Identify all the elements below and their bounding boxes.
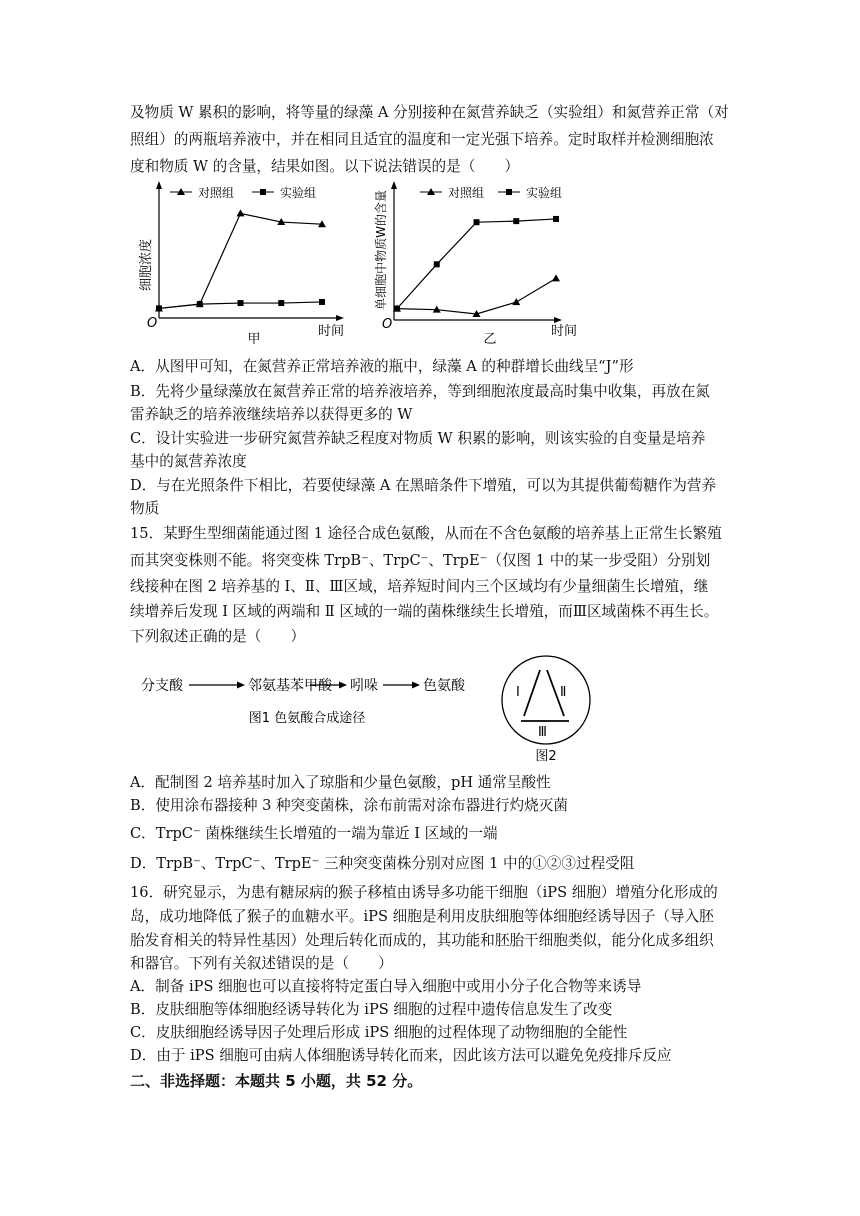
- figure1-caption: 图1 色氨酸合成途径: [248, 711, 366, 726]
- q14-intro-line: 及物质 W 累积的影响，将等量的绿藻 A 分别接种在氮营养缺乏（实验组）和氮营养正常（对: [130, 104, 729, 121]
- q14-intro-line: 照组）的两瓶培养液中，并在相同且适宜的温度和一定光强下培养。定时取样并检测细胞浓: [130, 131, 714, 148]
- q14-option-d-cont: 物质: [130, 500, 160, 517]
- x-axis-label: 时间: [551, 324, 578, 339]
- figure2-caption: 图2: [535, 749, 557, 764]
- q16-option-a: A．制备 iPS 细胞也可以直接将特定蛋白导入细胞中或用小分子化合物等来诱导: [130, 978, 642, 995]
- section-heading: 二、非选择题：本题共 5 小题，共 52 分。: [130, 1072, 423, 1090]
- figure2-plate: [494, 654, 599, 766]
- q14-option-c: C．设计实验进一步研究氮营养缺乏程度对物质 W 积累的影响，则该实验的自变量是培养: [130, 430, 706, 447]
- data-point: [553, 216, 559, 222]
- data-point: [278, 300, 284, 306]
- chart-yi: [368, 180, 598, 350]
- series-line: [397, 278, 556, 314]
- region-label: Ⅲ: [538, 725, 547, 740]
- data-point: [552, 274, 560, 281]
- q16-stem-line: 16．研究显示，为患有糖尿病的猴子移植由诱导多功能干细胞（iPS 细胞）增殖分化形成的: [130, 884, 718, 901]
- data-point: [513, 218, 519, 224]
- q15-stem-line: 15．某野生型细菌能通过图 1 途径合成色氨酸，从而在不含色氨酸的培养基上正常生长繁殖: [130, 525, 722, 542]
- q16-stem-line: 岛，成功地降低了猴子的血糖水平。iPS 细胞是利用皮肤细胞等体细胞经诱导因子（导入胚: [130, 908, 714, 925]
- origin-label: O: [147, 316, 158, 331]
- q16-stem-line: 和器官。下列有关叙述错误的是（ ）: [130, 955, 393, 972]
- q14-intro-line: 度和物质 W 的含量，结果如图。以下说法错误的是（ ）: [130, 158, 520, 175]
- pathway-arrow-icon: [189, 682, 245, 689]
- region-label: Ⅱ: [560, 685, 567, 700]
- q15-stem-line: 而其突变株则不能。将突变株 TrpB⁻、TrpC⁻、TrpE⁻（仅图 1 中的某一步受阻）分别划: [130, 552, 711, 569]
- legend-label: 对照组: [198, 186, 235, 200]
- data-point: [156, 305, 162, 311]
- figure1-pathway: [135, 668, 480, 730]
- q16-option-d: D．由于 iPS 细胞可由病人体细胞诱导转化而来，因此该方法可以避免免疫排斥反应: [130, 1047, 672, 1064]
- data-point: [238, 300, 244, 306]
- data-point: [394, 306, 400, 312]
- chart-title: 甲: [247, 332, 261, 347]
- q15-stem-line: 下列叙述正确的是（ ）: [130, 628, 306, 645]
- data-point: [197, 301, 203, 307]
- data-point: [319, 299, 325, 305]
- q14-option-d: D．与在光照条件下相比，若要使绿藻 A 在黑暗条件下增殖，可以为其提供葡萄糖作为营养: [130, 477, 717, 494]
- streak-line: [524, 670, 540, 716]
- pathway-step: 分支酸: [141, 678, 183, 694]
- pathway-step: 吲哚: [350, 678, 378, 694]
- q16-option-b: B．皮肤细胞等体细胞经诱导转化为 iPS 细胞的过程中遗传信息发生了改变: [130, 1001, 613, 1018]
- data-point: [237, 209, 245, 216]
- legend-label: 实验组: [280, 186, 317, 200]
- y-axis-label: 细胞浓度: [139, 238, 154, 292]
- data-point: [512, 298, 520, 305]
- q15-option-c: C．TrpC⁻ 菌株继续生长增殖的一端为靠近 Ⅰ 区域的一端: [130, 825, 498, 842]
- chart-title: 乙: [483, 332, 497, 347]
- q14-option-a: A．从图甲可知，在氮营养正常培养液的瓶中，绿藻 A 的种群增长曲线呈“J”形: [130, 358, 634, 375]
- q15-option-b: B．使用涂布器接种 3 种突变菌株，涂布前需对涂布器进行灼烧灭菌: [130, 797, 568, 814]
- series-line: [397, 219, 556, 309]
- q15-stem-line: 线接种在图 2 培养基的 Ⅰ、Ⅱ、Ⅲ区域，培养短时间内三个区域均有少量细菌生长增殖，继: [130, 578, 709, 595]
- x-axis-label: 时间: [318, 324, 345, 339]
- q15-option-d: D．TrpB⁻、TrpC⁻、TrpE⁻ 三种突变菌株分别对应图 1 中的①②③过程受阻: [130, 855, 635, 872]
- legend-label: 对照组: [448, 186, 485, 200]
- data-point: [434, 261, 440, 267]
- data-point: [474, 219, 480, 225]
- q15-stem-line: 续增养后发现 Ⅰ 区域的两端和 Ⅱ 区域的一端的菌株继续生长增殖，而Ⅲ区域菌株不再生长。: [130, 603, 719, 620]
- q14-option-c-cont: 基中的氮营养浓度: [130, 453, 247, 470]
- series-line: [159, 213, 322, 308]
- q14-option-b-cont: 雷养缺乏的培养液继续培养以获得更多的 W: [130, 406, 413, 423]
- q14-option-b: B．先将少量绿藻放在氮营养正常的培养液培养，等到细胞浓度最高时集中收集，再放在氮: [130, 383, 710, 400]
- chart-jia: [130, 180, 360, 350]
- q16-stem-line: 胎发育相关的特异性基因）处理后转化而成的，其功能和胚胎干细胞类似，能分化成多组织: [130, 932, 714, 949]
- q15-option-a: A．配制图 2 培养基时加入了琼脂和少量色氨酸，pH 通常呈酸性: [130, 774, 551, 791]
- y-axis-label: 单细胞中物质W的含量: [374, 190, 388, 310]
- pathway-step: 色氨酸: [423, 678, 465, 694]
- chart-jia-legend: [170, 185, 316, 200]
- legend-label: 实验组: [526, 186, 563, 200]
- region-label: Ⅰ: [516, 685, 520, 700]
- pathway-step: 邻氨基苯甲酸: [248, 678, 332, 694]
- q16-option-c: C．皮肤细胞经诱导因子处理后形成 iPS 细胞的过程体现了动物细胞的全能性: [130, 1024, 628, 1041]
- pathway-arrow-icon: [383, 682, 420, 689]
- chart-yi-legend: [420, 185, 562, 200]
- origin-label: O: [382, 317, 393, 332]
